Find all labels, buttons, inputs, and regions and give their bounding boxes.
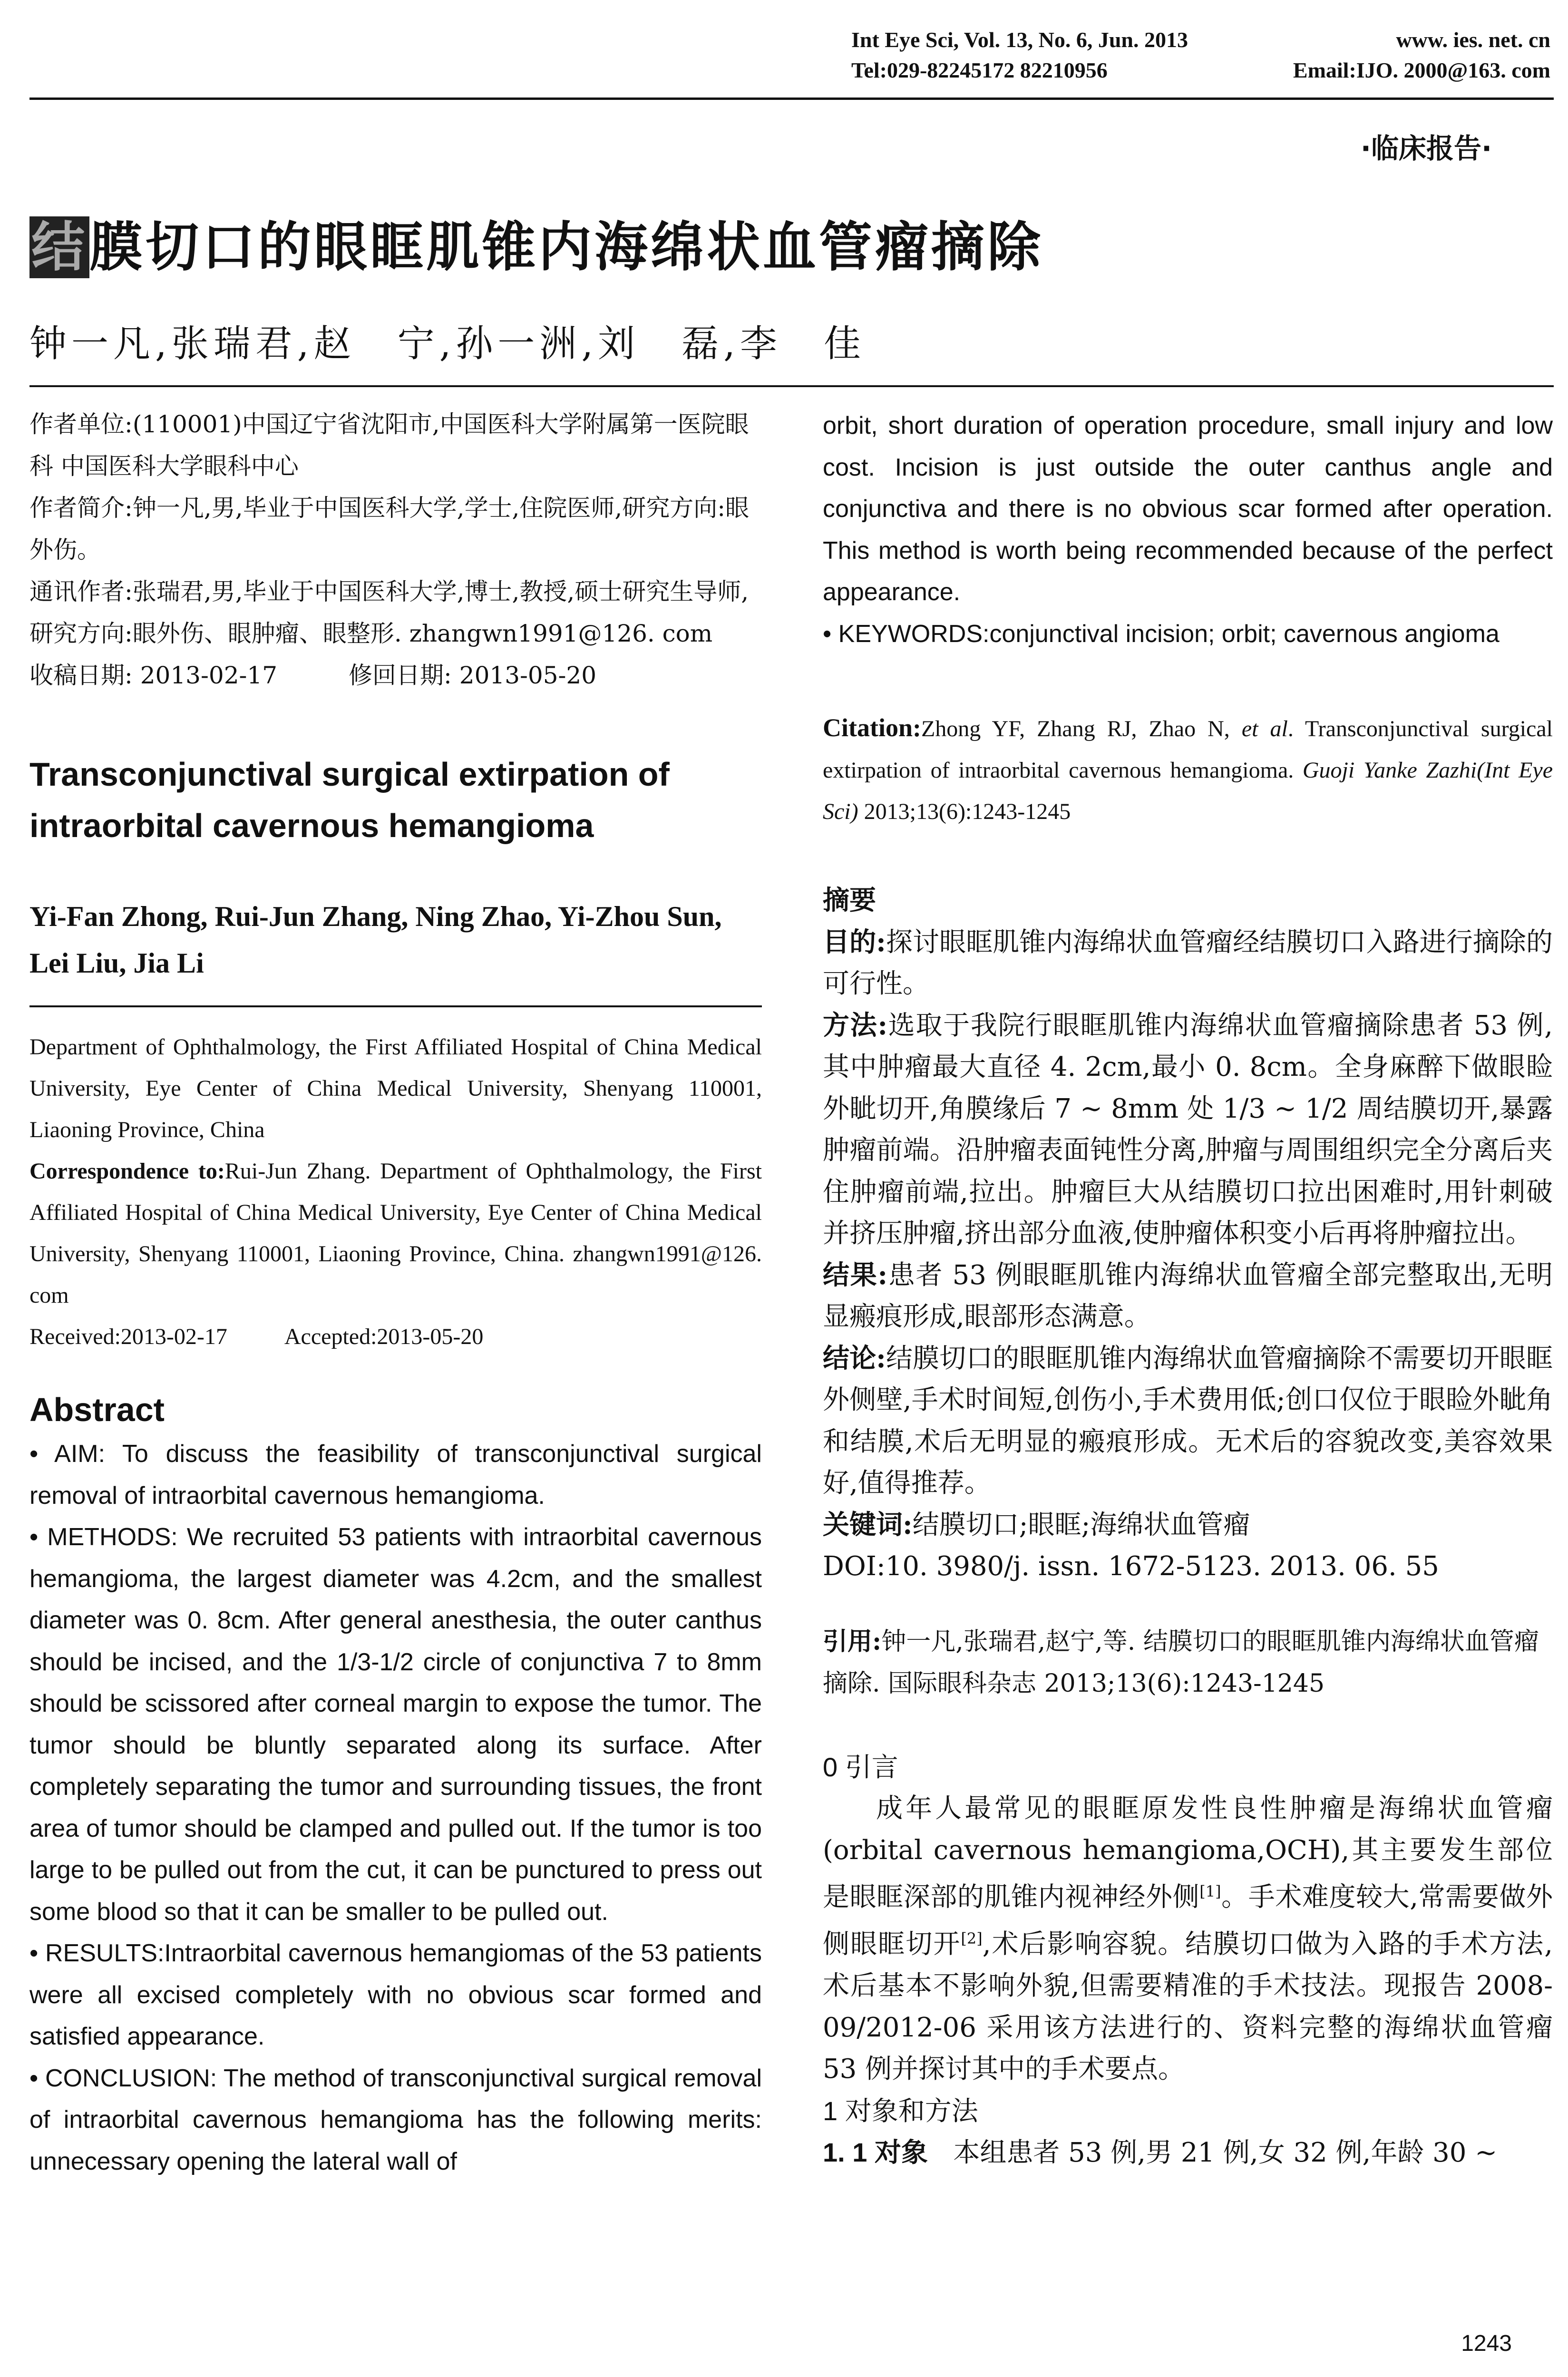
methods-heading: 1 对象和方法 [823, 2095, 978, 2126]
abstract-cn-keywords-text: 结膜切口;眼眶;海绵状血管瘤 [912, 1509, 1250, 1540]
author-bio-cn: 作者简介:钟一凡,男,毕业于中国医科大学,学士,住院医师,研究方向:眼外伤。 [29, 494, 750, 564]
subjects-label: 1. 1 对象 [823, 2137, 928, 2168]
section-tag: ·临床报告· [1360, 132, 1492, 165]
subjects-text: 本组患者 53 例,男 21 例,女 32 例,年龄 30 ~ [953, 2137, 1498, 2169]
abstract-cn-keywords [823, 1504, 1553, 1546]
abstract-heading: Abstract [29, 1391, 165, 1428]
title-divider [29, 385, 1554, 387]
article-title [29, 205, 1043, 281]
doi[interactable]: DOI:10. 3980/j. issn. 1672-5123. 2013. 06. 55 [823, 1551, 1439, 1582]
received-accepted [29, 1316, 762, 1357]
abstract-conclusion-part2: orbit, short duration of operation procedure, small injury and low cost. Incision is just outside the outer canthus angle and conjunctiva and there is no obvious scar formed after operation. This method is worth being recommended because of the perfect appearance. [823, 412, 1553, 606]
abstract-cn-results-label: 结果: [823, 1259, 888, 1291]
abstract-cn-methods [823, 1005, 1553, 1255]
page-number: 1243 [1461, 2331, 1512, 2356]
authors-divider [29, 1005, 762, 1007]
correspondence [29, 1150, 762, 1316]
intro-heading: 0 引言 [823, 1752, 898, 1782]
author-affiliation-cn: 作者单位:(110001)中国辽宁省沈阳市,中国医科大学附属第一医院眼科 中国医科大学眼科中心 [29, 410, 749, 480]
citation-cn-text: 钟一凡,张瑞君,赵宁,等. 结膜切口的眼眶肌锥内海绵状血管瘤摘除. 国际眼科杂志 2013;13(6):1243-1245 [823, 1627, 1539, 1698]
abstract-cn-conclusion-text: 结膜切口的眼眶肌锥内海绵状血管瘤摘除不需要切开眼眶外侧壁,手术时间短,创伤小,手术费用低;创口仅位于眼睑外眦角和结膜,术后无明显的瘢痕形成。无术后的容貌改变,美容效果好,值得推荐。 [823, 1343, 1553, 1499]
journal-phone: Tel:029-82245172 82210956 [851, 58, 1108, 82]
abstract-en-right [823, 405, 1553, 655]
authors-cn: 钟一凡,张瑞君,赵 宁,孙一洲,刘 磊,李 佳 [29, 322, 866, 365]
abstract-en-left [29, 1433, 762, 2182]
abstract-keywords: • KEYWORDS:conjunctival incision; orbit; cavernous angioma [823, 620, 1500, 648]
english-authors: Yi-Fan Zhong, Rui-Jun Zhang, Ning Zhao, Yi-Zhou Sun, Lei Liu, Jia Li [29, 901, 722, 979]
affiliation-en: Department of Ophthalmology, the First Affiliated Hospital of China Medical University, Eye Center of China Medical University, Shenyang 110001, Liaoning Province, China [29, 1034, 762, 1142]
citation-label: Citation: [823, 713, 921, 742]
citation-cn [823, 1621, 1553, 1705]
abstract-conclusion-part1: • CONCLUSION: The method of transconjunctival surgical removal of intraorbital cavernous hemangioma has the following merits: unnecessary opening the lateral wall of [29, 2064, 762, 2175]
left-column [29, 403, 762, 2182]
citation-etal: et al [1241, 716, 1288, 741]
abstract-cn-aim-label: 目的: [823, 926, 886, 958]
title-first-char: 结 [29, 216, 89, 278]
citation-en [823, 707, 1553, 832]
title-rest: 膜切口的眼眶肌锥内海绵状血管瘤摘除 [89, 216, 1043, 278]
abstract-cn-methods-label: 方法: [823, 1009, 888, 1041]
right-column [823, 405, 1553, 2174]
citation-text-a: Zhong YF, Zhang RJ, Zhao N, [921, 716, 1242, 741]
abstract-cn-aim-text: 探讨眼眶肌锥内海绵状血管瘤经结膜切口入路进行摘除的可行性。 [823, 926, 1553, 999]
introduction [823, 1746, 1553, 2174]
citation-cn-label: 引用: [823, 1627, 882, 1656]
subjects-paragraph [823, 2132, 1553, 2174]
received-date: Received:2013-02-17 [29, 1324, 227, 1349]
correspondence-text: Rui-Jun Zhang. Department of Ophthalmology, the First Affiliated Hospital of China Medical University, Eye Center of China Medical University, Shenyang 110001, Liaoning Province, China. zhangwn1991@126. com [29, 1159, 762, 1308]
abstract-cn-aim [823, 922, 1553, 1005]
abstract-aim: • AIM: To discuss the feasibility of transconjunctival surgical removal of intraorbital cavernous hemangioma. [29, 1440, 762, 1510]
corresponding-author-cn: 通讯作者:张瑞君,男,毕业于中国医科大学,博士,教授,硕士研究生导师,研究方向:眼外伤、眼肿瘤、眼整形. zhangwn1991@126. com [29, 578, 749, 647]
citation-journal: Guoji Yanke Zazhi(Int Eye Sci) [823, 758, 1553, 824]
reference-1[interactable]: [1] [1199, 1882, 1221, 1900]
citation-text-b: . Transconjunctival surgical extirpation of intraorbital cavernous hemangioma. [823, 716, 1553, 783]
author-info-cn [29, 403, 762, 696]
intro-text-c: ,术后影响容貌。结膜切口做为入路的手术方法,术后基本不影响外貌,但需要精准的手术技法。现报告 2008-09/2012-06 采用该方法进行的、资料完整的海绵状血管瘤 53 例并探讨其中的手术要点。 [823, 1929, 1553, 2085]
abstract-cn-heading: 摘要 [823, 885, 876, 916]
abstract-cn [823, 880, 1553, 1588]
abstract-cn-keywords-label: 关键词: [823, 1509, 913, 1540]
abstract-methods: • METHODS: We recruited 53 patients with intraorbital cavernous hemangioma, the largest diameter was 4.2cm, and the smallest diameter was 0. 8cm. After general anesthesia, the outer canthus should be incised, and the 1/3-1/2 circle of conjunctiva 7 to 8mm should be scissored after corneal margin to expose the tumor. The tumor should be bluntly separated along its surface. After completely separating the tumor and surrounding tissues, the front area of tumor should be clamped and pulled out. If the tumor is too large to be pulled out from the cut, it can be punctured to press out some blood so that it can be smaller to be pulled out. [29, 1523, 762, 1926]
abstract-results: • RESULTS:Intraorbital cavernous hemangiomas of the 53 patients were all excised completely with no obvious scar formed and satisfied appearance. [29, 1939, 762, 2050]
journal-website[interactable]: www. ies. net. cn [1396, 28, 1550, 52]
intro-paragraph [823, 1788, 1553, 2090]
abstract-cn-results-text: 患者 53 例眼眶肌锥内海绵状血管瘤全部完整取出,无明显瘢痕形成,眼部形态满意。 [823, 1259, 1553, 1332]
abstract-cn-conclusion [823, 1338, 1553, 1504]
dates-cn: 收稿日期: 2013-02-17 修回日期: 2013-05-20 [29, 662, 597, 689]
intro-text-b: 。手术难度较大,常需要做外侧眼眶切开 [823, 1881, 1553, 1960]
abstract-cn-conclusion-label: 结论: [823, 1342, 886, 1374]
abstract-cn-results [823, 1255, 1553, 1338]
abstract-cn-methods-text: 选取于我院行眼眶肌锥内海绵状血管瘤摘除患者 53 例,其中肿瘤最大直径 4. 2cm,最小 0. 8cm。全身麻醉下做眼睑外眦切开,角膜缘后 7 ~ 8mm 处 1/3 ~ 1/2 周结膜切开,暴露肿瘤前端。沿肿瘤表面钝性分离,肿瘤与周围组织完全分离后夹住肿瘤前端,拉出。肿瘤巨大从结膜切口拉出困难时,用针刺破并挤压肿瘤,挤出部分血液,使肿瘤体积变小后再将肿瘤拉出。 [823, 1010, 1553, 1249]
journal-citation-line: Int Eye Sci, Vol. 13, No. 6, Jun. 2013 [851, 28, 1188, 52]
intro-text-a: 成年人最常见的眼眶原发性良性肿瘤是海绵状血管瘤(orbital cavernous hemangioma,OCH),其主要发生部位是眼眶深部的肌锥内视神经外侧 [823, 1793, 1553, 1913]
affiliation-block [29, 1026, 762, 1357]
reference-2[interactable]: [2] [961, 1929, 983, 1948]
correspondence-label: Correspondence to: [29, 1159, 225, 1184]
header-divider [29, 97, 1554, 100]
journal-header [851, 25, 1550, 86]
citation-text-c: 2013;13(6):1243-1245 [858, 799, 1071, 824]
journal-email[interactable]: Email:IJO. 2000@163. com [1293, 58, 1550, 82]
accepted-date: Accepted:2013-05-20 [284, 1324, 484, 1349]
english-title: Transconjunctival surgical extirpation of intraorbital cavernous hemangioma [29, 756, 670, 844]
